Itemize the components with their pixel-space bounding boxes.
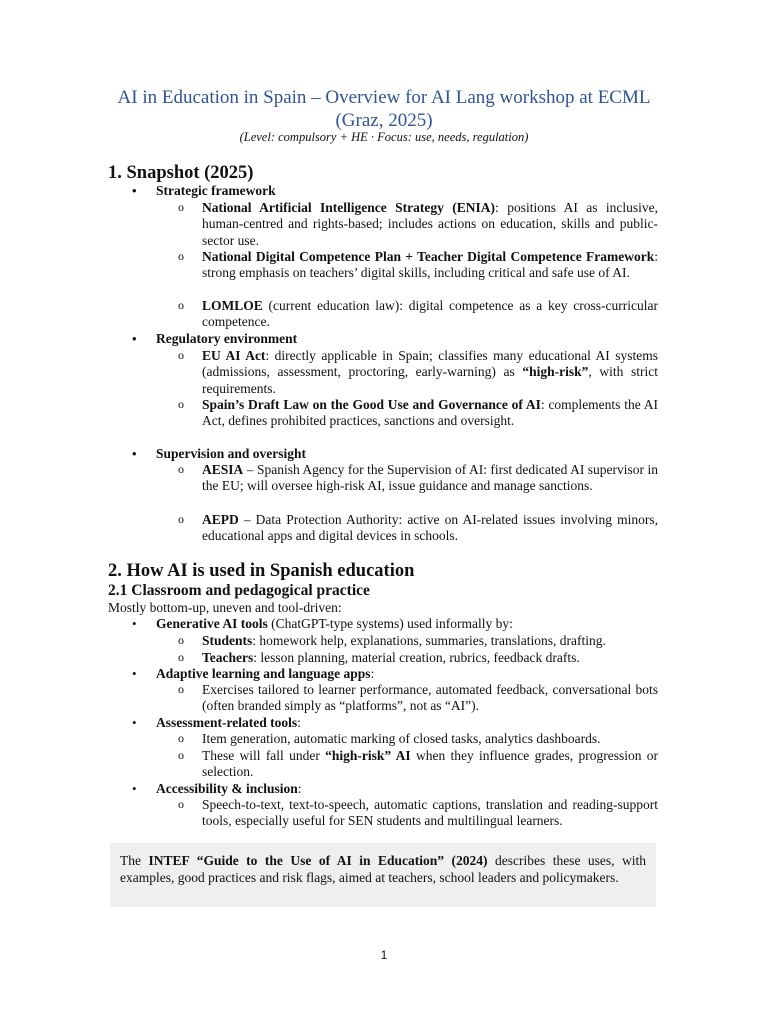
intef-guide-title: INTEF “Guide to the Use of AI in Education” (2024) [148, 853, 488, 868]
adaptive-colon: : [370, 666, 375, 681]
section-heading-snapshot: 1. Snapshot (2025) [108, 163, 254, 183]
subsection-heading-classroom: 2.1 Classroom and pedagogical practice [108, 582, 370, 599]
eu-ai-act-text: : directly applicable in Spain; classifies many educational AI systems (admissions, assessment, proctoring, early-warning) as [202, 348, 658, 380]
accessibility-term: Accessibility & inclusion [156, 781, 298, 796]
document-subtitle: (Level: compulsory + HE · Focus: use, needs, regulation) [239, 130, 529, 144]
subbullet-aepd [202, 512, 658, 545]
subbullet-item-generation: o Item generation, automatic marking of closed tasks, analytics dashboards. [202, 731, 658, 747]
enia-text: : positions AI as inclusive, human-centred and rights-based; includes actions on education, skills and public-sector use. [202, 200, 659, 248]
eu-ai-act-text-end: , with strict requirements. [202, 364, 658, 396]
assessment-colon: : [297, 715, 301, 730]
aepd-term: AEPD [202, 512, 239, 527]
document-title: AI in Education in Spain – Overview for AI Lang workshop at ECML (Graz, 2025) [117, 87, 651, 131]
bullet-regulatory-environment: • Regulatory environment [156, 331, 656, 347]
aepd-text: – Data Protection Authority: active on AI-related issues involving minors, educational apps and digital devices in schools. [202, 512, 658, 544]
subbullet-lomloe [202, 298, 658, 331]
bullet-generative-ai [156, 616, 656, 632]
eu-ai-act-term: EU AI Act [202, 348, 266, 363]
subbullet-eu-ai-act [202, 348, 658, 397]
section-heading-ai-use: 2. How AI is used in Spanish education [108, 561, 415, 581]
subbullet-digital-competence [202, 249, 658, 282]
adaptive-term: Adaptive learning and language apps [156, 666, 371, 681]
lomloe-text: (current education law): digital competence as a key cross-curricular competence. [202, 298, 658, 330]
callout-text [120, 852, 646, 886]
bullet-assessment-tools [156, 715, 656, 731]
bullet-accessibility [156, 781, 656, 797]
aesia-text: – Spanish Agency for the Supervision of AI: first dedicated AI supervisor in the EU; will oversee high-risk AI, issue guidance and manage sanctions. [202, 462, 658, 494]
subbullet-teachers [202, 650, 658, 666]
lomloe-term: LOMLOE [202, 298, 263, 313]
bullet-supervision: • Supervision and oversight [156, 446, 656, 462]
digital-competence-text: : strong emphasis on teachers’ digital skills, including critical and safe use of AI. [202, 249, 658, 281]
subbullet-aesia [202, 462, 658, 495]
teachers-text: : lesson planning, material creation, rubrics, feedback drafts. [253, 650, 580, 665]
students-term: Students [202, 633, 253, 648]
teachers-term: Teachers [202, 650, 254, 665]
aesia-term: AESIA [202, 462, 244, 477]
page-number: 1 [380, 948, 388, 962]
bullet-strategic-framework: • Strategic framework [156, 183, 656, 199]
callout-lead: The [120, 853, 149, 868]
callout-body: describes these uses, with examples, good practices and risk flags, aimed at teachers, school leaders and policymakers. [120, 853, 647, 885]
assessment-term: Assessment-related tools [156, 715, 298, 730]
bullet-adaptive-learning [156, 666, 656, 682]
students-text: : homework help, explanations, summaries, translations, drafting. [252, 633, 606, 648]
high-risk-text: when they influence grades, progression or selection. [202, 748, 658, 780]
high-risk-ai-term: “high-risk” AI [325, 748, 411, 763]
section-intro: Mostly bottom-up, uneven and tool-driven: [108, 600, 342, 615]
subbullet-adaptive-exercises: o Exercises tailored to learner performance, automated feedback, conversational bots (often branded simply as “platforms”, not as “AI”). [202, 682, 658, 715]
subbullet-speech-tools: o Speech-to-text, text-to-speech, automatic captions, translation and reading-support tools, especially useful for SEN students and multilingual learners. [202, 797, 658, 830]
digital-competence-term: National Digital Competence Plan + Teacher Digital Competence Framework [202, 249, 655, 264]
draft-law-text: : complements the AI Act, defines prohibited practices, sanctions and oversight. [202, 397, 658, 429]
high-risk-term: “high-risk” [522, 364, 589, 380]
accessibility-colon: : [297, 781, 302, 796]
generative-ai-text: (ChatGPT-type systems) used informally by: [267, 616, 513, 631]
subbullet-high-risk [202, 748, 658, 781]
subbullet-draft-law [202, 397, 658, 430]
high-risk-lead: These will fall under [202, 748, 326, 763]
generative-ai-term: Generative AI tools [156, 616, 268, 631]
subbullet-enia [202, 200, 658, 249]
enia-term: National Artificial Intelligence Strategy (ENIA) [202, 200, 496, 215]
subbullet-students [202, 633, 658, 649]
draft-law-term: Spain’s Draft Law on the Good Use and Governance of AI [202, 397, 541, 412]
